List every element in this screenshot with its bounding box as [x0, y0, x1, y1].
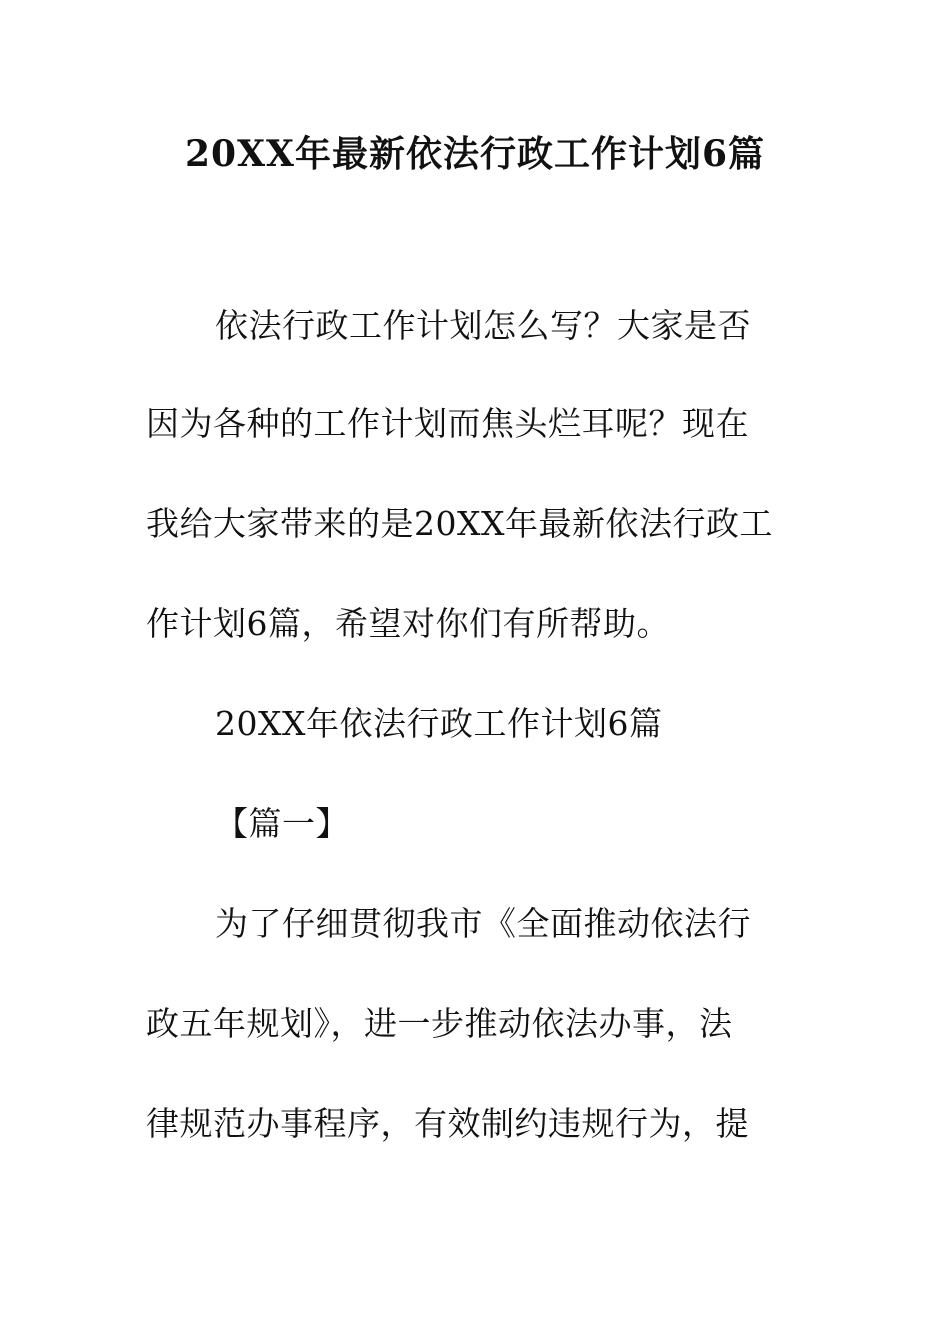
paragraph-line-1: 依法行政工作计划怎么写？大家是否	[215, 306, 751, 345]
section-heading: 20XX年依法行政工作计划6篇	[215, 704, 663, 743]
paragraph-line-7: 律规范办事程序，有效制约违规行为，提	[146, 1104, 749, 1143]
paragraph-line-6: 政五年规划》，进一步推动依法办事，法	[146, 1004, 733, 1043]
paragraph-line-2: 因为各种的工作计划而焦头烂耳呢？现在	[146, 404, 749, 443]
paragraph-line-4: 作计划6篇，希望对你们有所帮助。	[146, 604, 670, 643]
document-title: 20XX年最新依法行政工作计划6篇	[184, 133, 765, 175]
paragraph-line-5: 为了仔细贯彻我市《全面推动依法行	[215, 904, 751, 943]
paragraph-line-3: 我给大家带来的是20XX年最新依法行政工	[146, 504, 773, 543]
part-label: 【篇一】	[215, 804, 349, 843]
